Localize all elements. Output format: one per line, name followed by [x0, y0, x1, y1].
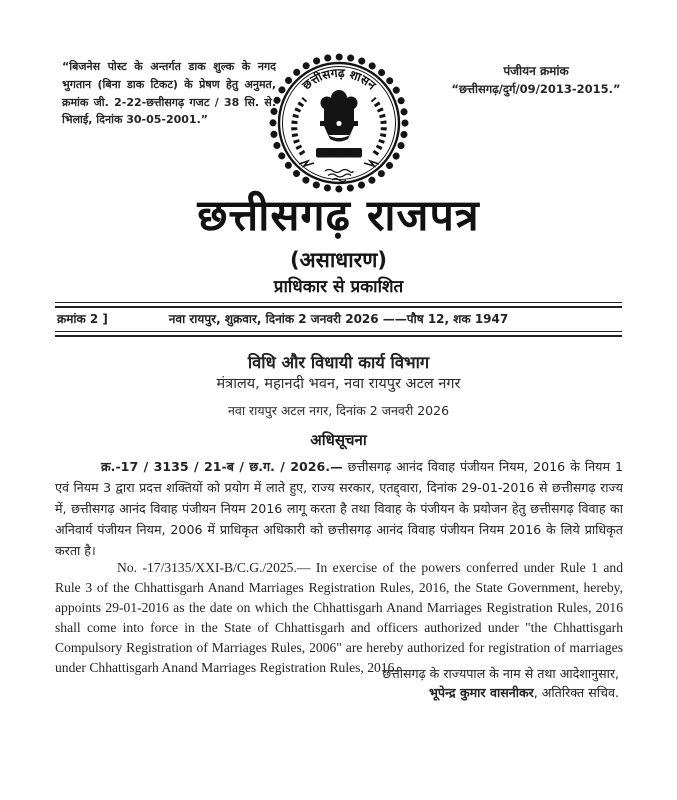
gazette-title: छत्तीसगढ़ राजपत्र — [197, 191, 480, 241]
emblem-arc-text: छत्तीसगढ़ शासन — [299, 65, 379, 93]
state-emblem-icon — [264, 48, 414, 198]
published-by-authority: प्राधिकार से प्रकाशित — [273, 277, 404, 297]
waves — [325, 170, 353, 182]
hindi-ref-number: क्र.-17 / 3135 / 21-ब / छ.ग. / 2026.— — [101, 459, 343, 474]
double-rule-bottom — [55, 331, 622, 337]
laurel-left — [294, 99, 305, 154]
gazette-subtitle: (असाधारण) — [290, 248, 387, 272]
registration-number: “छत्तीसगढ़/दुर्ग/09/2013-2015.” — [451, 82, 621, 96]
issue-line — [55, 310, 622, 327]
double-rule-top — [55, 302, 622, 308]
postal-permission-note: “बिजनेस पोस्ट के अन्तर्गत डाक शुल्क के नगद भुगतान (बिना डाक टिकट) के प्रेषण हेतु अनुमत, क्रमांक जी. 2-22-छत्तीसगढ़ गजट / 38 सि. से. भिलाई, दिनांक 30-05-2001.” — [62, 60, 276, 127]
department-dateline: नवा रायपुर अटल नगर, दिनांक 2 जनवरी 2026 — [227, 403, 450, 418]
registration-block — [447, 62, 625, 97]
department-name: विधि और विधायी कार्य विभाग — [247, 353, 430, 372]
english-body-text: In exercise of the powers conferred under Rule 1 and Rule 3 of the Chhattisgarh Anand Marriages Registration Rules, 2016, the State Government, hereby, appoints 29-01-2016 as the date on which the Chhattisgarh Anand Marriages Registration Rules, 2016 shall come into force in the State of Chhattisgarh and officers authorized under "the Chhattisgarh Compulsory Registration of Marriages Rules, 2006" are hereby authorized for registration of marriages under Chhattisgarh Anand Marriages Registration Rules, 2016. — [55, 560, 623, 675]
signature-order-line: छत्तीसगढ़ के राज्यपाल के नाम से तथा आदेशानुसार, — [382, 666, 619, 681]
laurel-right — [373, 99, 384, 154]
english-ref-number: No. -17/3135/XXI-B/C.G./2025.— — [117, 560, 311, 575]
signature-block — [382, 664, 619, 702]
ashoka-capital — [320, 90, 358, 142]
notification-paragraph-english — [55, 558, 623, 678]
issue-dateline: नवा रायपुर, शुक्रवार, दिनांक 2 जनवरी 2026 ——पौष 12, शक 1947 — [168, 312, 509, 326]
signatory-designation: , अतिरिक्त सचिव. — [533, 685, 619, 700]
signature-name-line — [382, 683, 619, 702]
department-address: मंत्रालय, महानदी भवन, नवा रायपुर अटल नगर — [216, 376, 461, 392]
emblem-motto: सत्यमेव जयते — [324, 151, 353, 157]
hindi-body-text: छत्तीसगढ़ आनंद विवाह पंजीयन नियम, 2016 के नियम 1 एवं नियम 3 द्वारा प्रदत्त शक्तियों को प्रयोग में लाते हुए, राज्य सरकार, एतद्द्वारा, दिनांक 29-01-2016 से छत्तीसगढ़ राज्य में, छत्तीसगढ़ आनंद विवाह पंजीयन नियम 2016 लागू करता है तथा विवाह के पंजीयन के प्रयोजन हेतु छत्तीसगढ़ विवाह का अनिवार्य पंजीयन नियम, 2006 में प्राधिकृत अधिकारी को छत्तीसगढ़ आनंद विवाह पंजीयन नियम 2016 के लिये प्राधिकृत करता है। — [55, 459, 623, 558]
notification-heading: अधिसूचना — [310, 431, 367, 449]
signatory-name: भूपेन्द्र कुमार वासनीकर — [428, 685, 534, 700]
registration-label: पंजीयन क्रमांक — [503, 64, 569, 78]
notification-paragraph-hindi — [55, 456, 623, 561]
issue-number: क्रमांक 2 ] — [57, 312, 108, 326]
